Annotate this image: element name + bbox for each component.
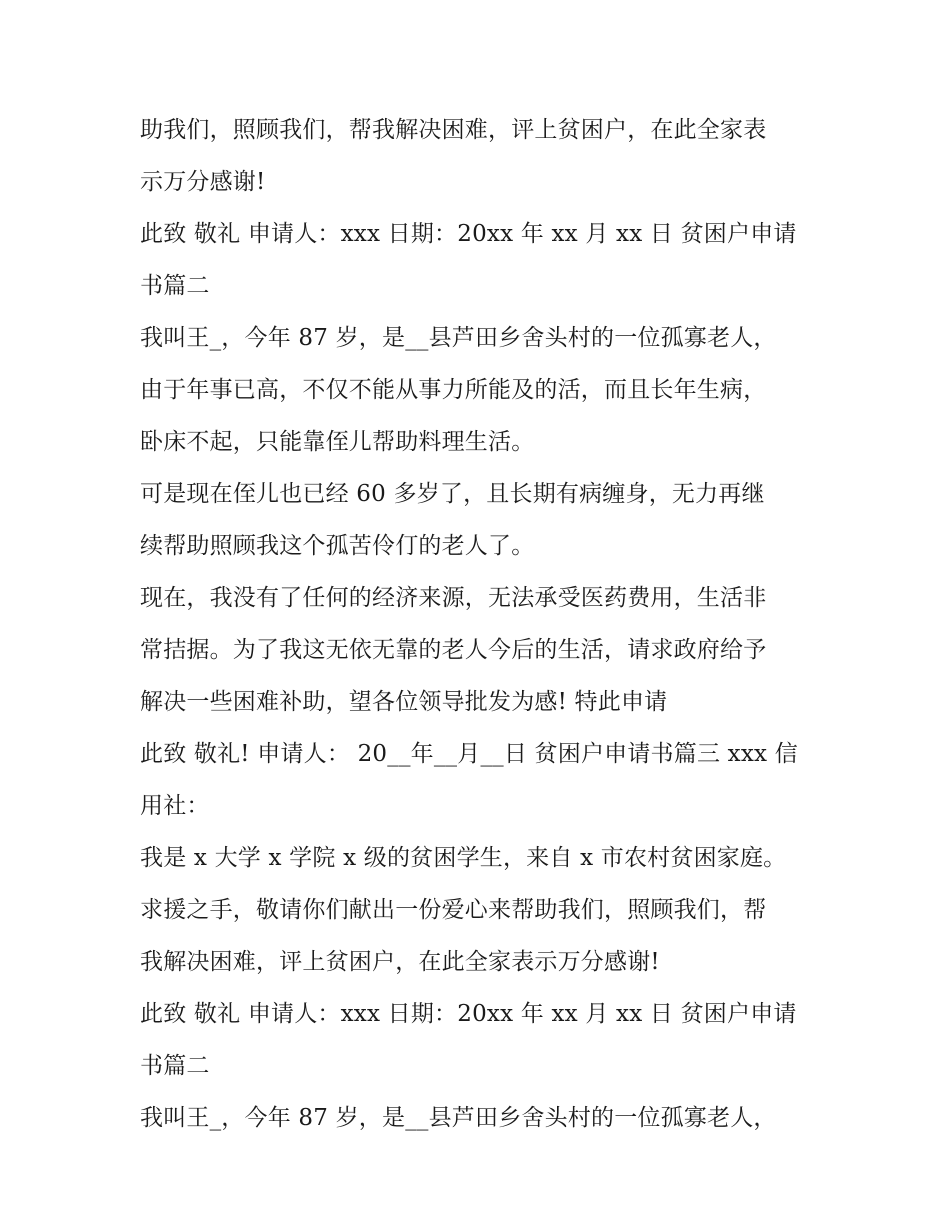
text-line: 我是 x 大学 x 学院 x 级的贫困学生，来自 x 市农村贫困家庭。 [140, 845, 787, 871]
text-line: 助我们，照顾我们，帮我解决困难，评上贫困户，在此全家表 [140, 117, 767, 143]
text-line: 书篇二 [140, 273, 210, 299]
text-line: 此致 敬礼 申请人：xxx 日期：20xx 年 xx 月 xx 日 贫困户申请 [140, 221, 797, 247]
text-line: 解决一些困难补助，望各位领导批发为感! 特此申请 [140, 689, 668, 715]
text-line: 我解决困难，评上贫困户，在此全家表示万分感谢! [140, 949, 660, 975]
text-line: 书篇二 [140, 1053, 210, 1079]
document-body [140, 104, 820, 1144]
text-line: 此致 敬礼 申请人：xxx 日期：20xx 年 xx 月 xx 日 贫困户申请 [140, 1001, 797, 1027]
text-line: 示万分感谢! [140, 169, 266, 195]
text-line: 续帮助照顾我这个孤苦伶仃的老人了。 [140, 533, 535, 559]
text-line: 可是现在侄儿也已经 60 多岁了，且长期有病缠身，无力再继 [140, 481, 765, 507]
text-line: 用社： [140, 793, 210, 819]
text-line: 求援之手，敬请你们献出一份爱心来帮助我们，照顾我们，帮 [140, 897, 767, 923]
text-line: 卧床不起，只能靠侄儿帮助料理生活。 [140, 429, 535, 455]
text-line: 由于年事已高，不仅不能从事力所能及的活，而且长年生病， [140, 377, 767, 403]
text-line: 我叫王_，今年 87 岁，是__县芦田乡舍头村的一位孤寡老人， [140, 325, 777, 351]
text-line: 此致 敬礼! 申请人： 20__年__月__日 贫困户申请书篇三 xxx 信 [140, 741, 798, 767]
text-line: 常拮据。为了我这无依无靠的老人今后的生活，请求政府给予 [140, 637, 767, 663]
text-line: 现在，我没有了任何的经济来源，无法承受医药费用，生活非 [140, 585, 767, 611]
text-line: 我叫王_，今年 87 岁，是__县芦田乡舍头村的一位孤寡老人， [140, 1105, 777, 1131]
